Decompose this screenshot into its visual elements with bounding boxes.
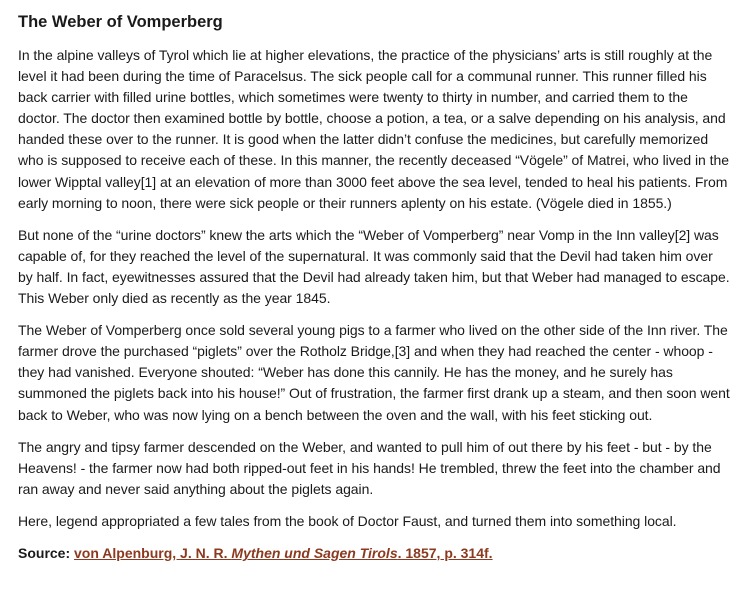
source-link[interactable]: [74, 545, 493, 561]
paragraph-5: Here, legend appropriated a few tales from the book of Doctor Faust, and turned them into something local.: [18, 512, 677, 529]
source-details: . 1857, p. 314f.: [397, 544, 493, 561]
paragraph-4: The angry and tipsy farmer descended on the Weber, and wanted to pull him of out there by his feet - but - by the Heavens! - the farmer now had both ripped-out feet in his hands! He trembled, threw the feet into the chamber and ran away and never said anything about the piglets again.: [18, 438, 721, 497]
page-title: The Weber of Vomperberg: [18, 13, 223, 31]
source-label: Source:: [18, 544, 71, 561]
source-author: von Alpenburg, J. N. R.: [74, 544, 228, 561]
paragraph-3: The Weber of Vomperberg once sold several young pigs to a farmer who lived on the other side of the Inn river. The farmer drove the purchased “piglets” over the Rotholz Bridge,[3] and when they had reached the center - whoop - they had vanished. Everyone shouted: “Weber has done this cannily. He has the money, and he surely has summoned the piglets back into his house!” Out of frustration, the farmer first drank up a steam, and then soon went back to Weber, who was now lying on a bench between the oven and the wall, with his feet sticking out.: [18, 322, 730, 423]
paragraph-2: But none of the “urine doctors” knew the arts which the “Weber of Vomperberg” near Vomp in the Inn valley[2] was capable of, for they reached the level of the supernatural. It was commonly said that the Devil had taken him over by half. In fact, eyewitnesses assured that the Devil had already taken him, but that Weber had managed to escape. This Weber only died as recently as the year 1845.: [18, 226, 730, 307]
source-book-title: Mythen und Sagen Tirols: [231, 544, 398, 561]
paragraph-1: In the alpine valleys of Tyrol which lie at higher elevations, the practice of the physicians’ arts is still roughly at the level it had been during the time of Paracelsus. The sick people call for a communal runner. This runner filled his back carrier with filled urine bottles, which sometimes were twenty to thirty in number, and carried them to the doctor. The doctor then examined bottle by bottle, choose a potion, a tea, or a salve depending on his analysis, and handed these over to the runner. It is good when the latter didn’t confuse the medicines, but carefully memorized who is supposed to receive each of these. In this manner, the recently deceased “Vögele” of Matrei, who lived in the lower Wipptal valley[1] at an elevation of more than 3000 feet above the sea level, tended to heal his patients. From early morning to noon, there were sick people or their runners aplenty on his estate. (Vögele died in 1855.): [18, 47, 729, 211]
source-line: [18, 543, 731, 564]
